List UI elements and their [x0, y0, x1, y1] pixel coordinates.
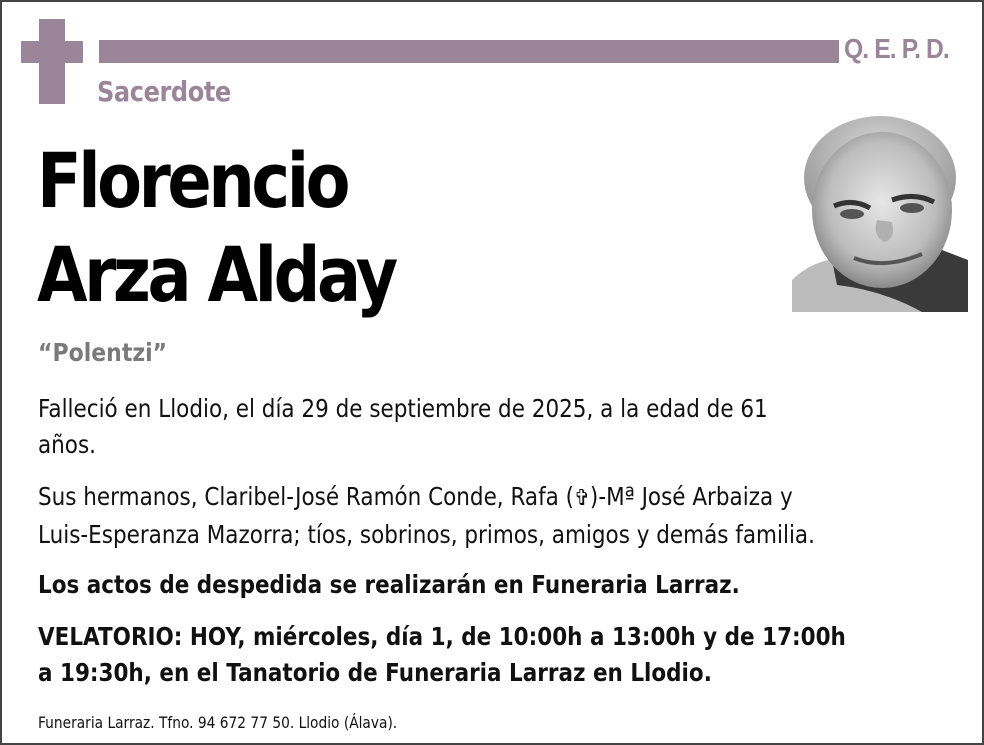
farewell-notice: Los actos de despedida se realizarán en Funeraria Larraz. — [38, 570, 740, 599]
family-notice — [38, 479, 932, 553]
death-notice-line-2: años. — [38, 430, 96, 459]
wake-notice — [38, 619, 932, 691]
family-text-b: )-Mª José Arbaiza y — [589, 482, 793, 511]
family-line-1 — [38, 479, 932, 517]
nickname: “Polentzi” — [38, 338, 168, 367]
wake-line-1: VELATORIO: HOY, miércoles, día 1, de 10:00h a 13:00h y de 17:00h — [38, 622, 846, 651]
header-bar — [99, 40, 839, 63]
death-notice-line-1: Falleció en Llodio, el día 29 de septiembre de 2025, a la edad de 61 — [38, 394, 768, 423]
cross-small-icon: ✞ — [574, 486, 590, 511]
death-notice — [38, 391, 932, 463]
family-text-a: Sus hermanos, Claribel-José Ramón Conde, Rafa ( — [38, 482, 575, 511]
wake-line-2: a 19:30h, en el Tanatorio de Funeraria Larraz en Llodio. — [38, 658, 712, 687]
funeral-home-footer: Funeraria Larraz. Tfno. 94 672 77 50. Llodio (Álava). — [38, 713, 398, 732]
portrait-photo — [792, 110, 968, 312]
name-line-2: Arza Alday — [37, 230, 395, 319]
cross-icon-arm — [21, 41, 83, 63]
name-line-1: Florencio — [37, 136, 348, 225]
qepd-label: Q. E. P. D. — [844, 33, 949, 64]
role-subtitle: Sacerdote — [97, 75, 231, 108]
family-line-2: Luis-Esperanza Mazorra; tíos, sobrinos, primos, amigos y demás familia. — [38, 520, 815, 549]
deceased-name — [37, 134, 395, 322]
